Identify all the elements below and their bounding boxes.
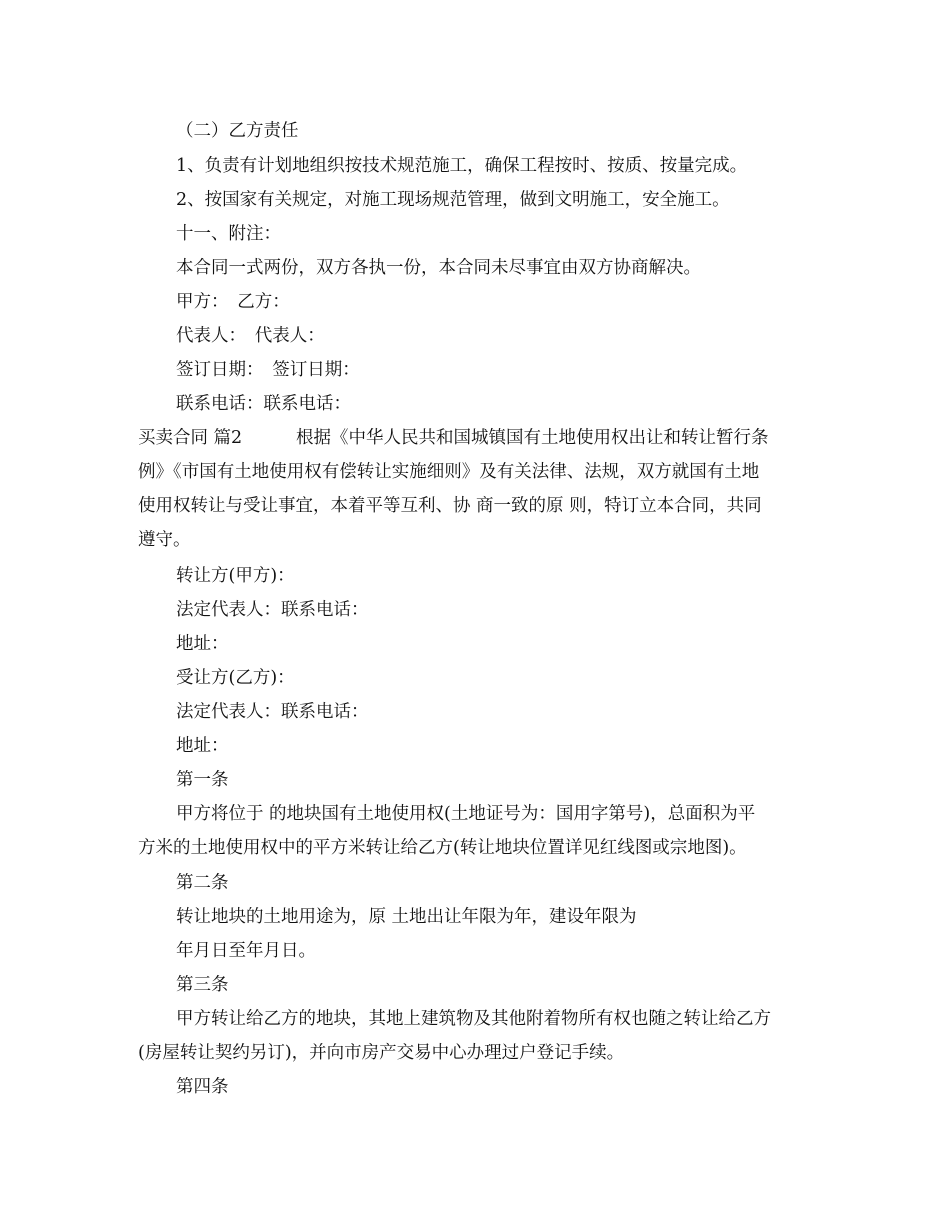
paragraph-line: 例》《市国有土地使用权有偿转让实施细则》及有关法律、法规，双方就国有土地 <box>138 462 760 482</box>
paragraph-line: 甲方转让给乙方的地块，其地上建筑物及其他附着物所有权也随之转让给乙方 <box>176 1009 771 1029</box>
paragraph-line: 根据《中华人民共和国城镇国有土地使用权出让和转让暂行条 <box>296 428 769 448</box>
signature-line-phones: 联系电话：联系电话： <box>176 394 351 414</box>
signature-line-parties: 甲方： 乙方： <box>176 292 290 312</box>
paragraph-line: 年月日至年月日。 <box>176 941 316 961</box>
paragraph-line: 转让地块的土地用途为，原 土地出让年限为年，建设年限为 <box>176 907 637 927</box>
paragraph-line: 1、负责有计划地组织按技术规范施工，确保工程按时、按质、按量完成。 <box>176 156 748 176</box>
section-heading-notes: 十一、附注： <box>176 224 281 244</box>
paragraph-line: 2、按国家有关规定，对施工现场规范管理，做到文明施工，安全施工。 <box>176 190 730 210</box>
field-transferor: 转让方(甲方)： <box>176 566 295 586</box>
paragraph-line: (房屋转让契约另订)，并向市房产交易中心办理过户登记手续。 <box>138 1043 625 1063</box>
field-legal-representative: 法定代表人：联系电话： <box>176 600 369 620</box>
article-heading: 第四条 <box>176 1077 229 1097</box>
field-address: 地址： <box>176 736 229 756</box>
signature-line-representatives: 代表人： 代表人： <box>176 326 325 346</box>
contract-title: 买卖合同 篇2 <box>138 428 243 448</box>
paragraph-line: 甲方将位于 的地块国有土地使用权(土地证号为：国用字第号)，总面积为平 <box>176 804 756 824</box>
signature-line-dates: 签订日期： 签订日期： <box>176 360 360 380</box>
field-legal-representative: 法定代表人：联系电话： <box>176 702 369 722</box>
paragraph-line: 本合同一式两份，双方各执一份，本合同未尽事宜由双方协商解决。 <box>176 258 701 278</box>
field-address: 地址： <box>176 634 229 654</box>
article-heading: 第二条 <box>176 873 229 893</box>
paragraph-line: 方米的土地使用权中的平方米转让给乙方(转让地块位置详见红线图或宗地图)。 <box>138 838 747 858</box>
section-heading-party-b-duties: （二）乙方责任 <box>176 121 299 141</box>
field-transferee: 受让方(乙方)： <box>176 668 295 688</box>
paragraph-line: 遵守。 <box>138 530 191 550</box>
article-heading: 第三条 <box>176 975 229 995</box>
paragraph-line: 使用权转让与受让事宜，本着平等互利、协 商一致的原 则，特订立本合同，共同 <box>138 496 762 516</box>
article-heading: 第一条 <box>176 770 229 790</box>
